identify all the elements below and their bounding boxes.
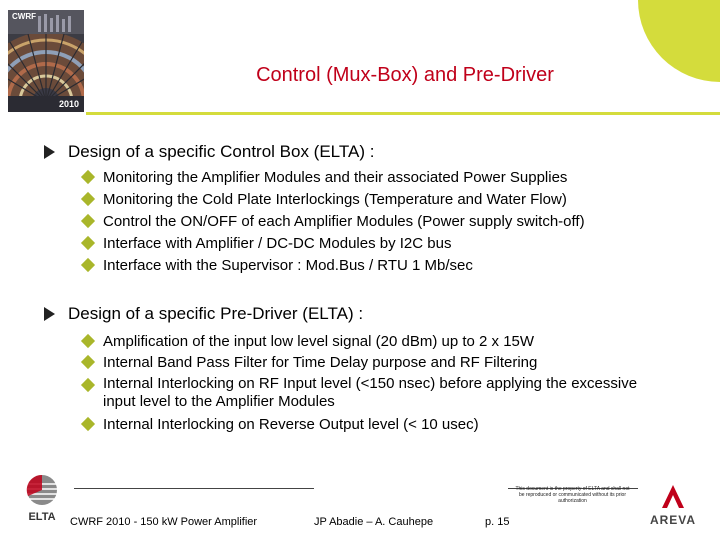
page-title: Control (Mux-Box) and Pre-Driver [256,64,554,86]
section-pre-driver [44,304,363,324]
diamond-bullet-icon [81,192,95,206]
list-item: Internal Interlocking on RF Input level (<150 nsec) before applying the excessive input level to the Amplifier Modules [82,375,652,411]
page-number: p. 15 [485,516,510,528]
diamond-bullet-icon [81,214,95,228]
list-item: Internal Interlocking on Reverse Output level (< 10 usec) [82,414,652,435]
diamond-bullet-icon [81,170,95,184]
diamond-bullet-icon [81,355,95,369]
list-item: Monitoring the Cold Plate Interlockings (Temperature and Water Flow) [82,189,682,211]
svg-text:AREVA: AREVA [649,513,697,526]
list-item: Control the ON/OFF of each Amplifier Modules (Power supply switch-off) [82,211,682,233]
list-item: Internal Band Pass Filter for Time Delay purpose and RF Filtering [82,352,652,373]
diamond-bullet-icon [81,258,95,272]
diamond-bullet-icon [81,378,95,392]
control-box-list [82,167,682,277]
cover-year: 2010 [58,99,79,109]
section-heading: Design of a specific Control Box (ELTA) : [68,142,375,161]
pre-driver-list [82,331,652,435]
section-heading: Design of a specific Pre-Driver (ELTA) : [68,304,364,323]
section-control-box [44,142,374,162]
list-item: Amplification of the input low level signal (20 dBm) up to 2 x 15W [82,331,652,352]
cover-image [8,10,84,112]
list-item: Monitoring the Amplifier Modules and their associated Power Supplies [82,167,682,189]
footer-divider [74,488,314,489]
confidentiality-note: This document is the property of ELTA and shall not be reproduced or communicated without its prior authorization [515,486,630,504]
diamond-bullet-icon [81,417,95,431]
areva-logo [640,482,706,526]
svg-text:ELTA: ELTA [28,511,56,523]
title-underline [86,112,720,115]
diamond-bullet-icon [81,236,95,250]
diamond-bullet-icon [81,334,95,348]
list-item: Interface with the Supervisor : Mod.Bus / RTU 1 Mb/sec [82,255,682,277]
list-item: Interface with Amplifier / DC-DC Modules by I2C bus [82,233,682,255]
footer-authors: JP Abadie – A. Cauhepe [314,516,434,528]
triangle-bullet-icon [44,307,55,321]
elta-logo [22,472,62,524]
footer-event: CWRF 2010 - 150 kW Power Amplifier [70,516,258,528]
triangle-bullet-icon [44,145,55,159]
cover-title: CWRF [12,12,36,21]
